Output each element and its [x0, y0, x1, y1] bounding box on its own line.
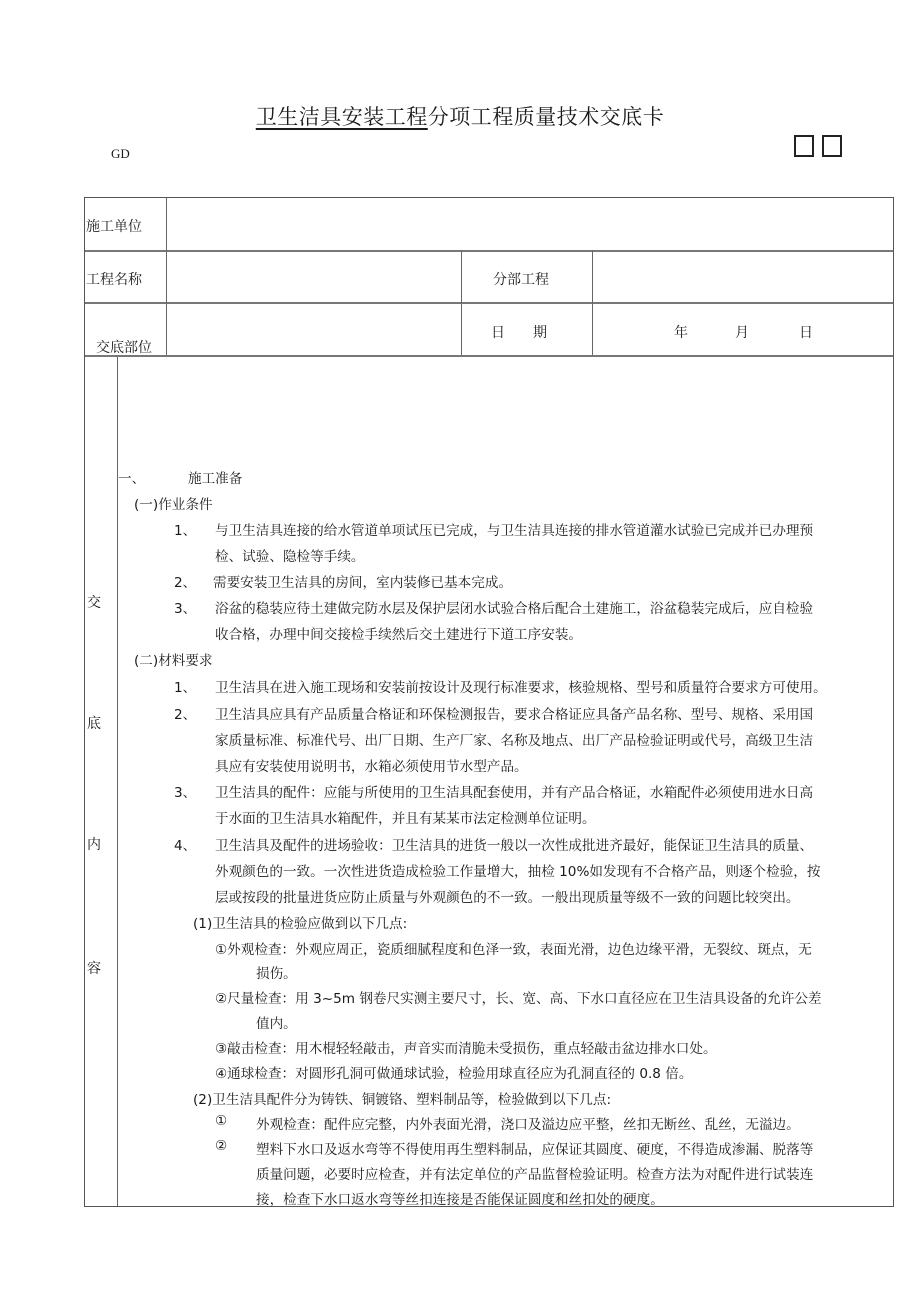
- checkbox-group: [794, 134, 850, 164]
- item-number: 3、: [174, 601, 197, 617]
- item-text: 检、试验、隐检等手续。: [215, 549, 365, 565]
- item-number: 1、: [174, 680, 197, 696]
- item-text: 浴盆的稳装应待土建做完防水层及保护层闭水试验合格后配合土建施工，浴盆稳装完成后，应自检验: [215, 601, 814, 617]
- point-text: 接，检查下水口返水弯等丝扣连接是否能保证圆度和丝扣处的硬度。: [256, 1192, 664, 1208]
- point-title: (2)卫生洁具配件分为铸铁、铜镀铬、塑料制品等，检验做到以下几点:: [193, 1092, 612, 1108]
- side-label-char: 内: [87, 837, 101, 853]
- item-text: 卫生洁具的配件：应能与所使用的卫生洁具配套使用，并有产品合格证，水箱配件必须使用进水日高: [215, 785, 814, 801]
- item-number: 2、: [174, 707, 197, 723]
- label-construction-unit: 施工单位: [86, 219, 142, 235]
- date-day[interactable]: 日: [799, 325, 813, 341]
- item-text: 卫生洁具在进入施工现场和安装前按设计及现行标准要求，核验规格、型号和质量符合要求方可使用。: [215, 680, 827, 696]
- col-divider: [461, 250, 462, 355]
- title-rest: 分项工程质量技术交底卡: [427, 105, 665, 129]
- side-label-char: 底: [87, 716, 101, 732]
- point-text: 损伤。: [256, 966, 297, 982]
- item-text: 具应有安装使用说明书，水箱必须使用节水型产品。: [215, 759, 528, 775]
- label-date: 日 期: [491, 325, 547, 341]
- project-name-field[interactable]: [167, 253, 459, 301]
- side-label-char: 交: [87, 595, 101, 611]
- title-underlined: 卫生洁具安装工程: [255, 105, 428, 129]
- point-number: ①: [215, 1113, 228, 1129]
- item-text: 收合格，办理中间交接检手续然后交土建进行下道工序安装。: [215, 627, 583, 643]
- section-title: 施工准备: [188, 471, 243, 487]
- point-text: 质量问题，必要时应检查，并有法定单位的产品监督检验证明。检查方法为对配件进行试装连: [256, 1167, 814, 1183]
- item-text: 层或按段的批量进货应防止质量与外观颜色的不一致。一般出现质量等级不一致的问题比较突出。: [215, 890, 800, 906]
- side-label-char: 容: [87, 961, 101, 977]
- point-text: ④通球检查：对圆形孔洞可做通球试验，检验用球直径应为孔洞直径的 0.8 倍。: [215, 1066, 693, 1082]
- checkbox-icon[interactable]: [794, 135, 814, 157]
- subsection-title: (二)材料要求: [134, 653, 213, 669]
- point-text: ②尺量检查：用 3~5m 钢卷尺实测主要尺寸，长、宽、高、下水口直径应在卫生洁具设备的允许公差: [215, 991, 822, 1007]
- item-text: 卫生洁具及配件的进场验收：卫生洁具的进货一般以一次性成批进齐最好，能保证卫生洁具的质量、: [215, 838, 814, 854]
- document-title: [0, 101, 920, 131]
- disclosure-table: [84, 197, 894, 1207]
- section-number: 一、: [118, 471, 146, 487]
- item-number: 4、: [174, 838, 197, 854]
- disclosure-content: [118, 357, 893, 1206]
- label-disclosure-location: 交底部位: [96, 340, 152, 356]
- point-text: 塑料下水口及返水弯等不得使用再生塑料制品，应保证其圆度、硬度，不得造成渗漏、脱落等: [256, 1142, 814, 1158]
- item-number: 3、: [174, 785, 197, 801]
- point-text: 值内。: [256, 1016, 297, 1032]
- item-text: 外观颜色的一致。一次性进货造成检验工作量增大，抽检 10%如发现有不合格产品，则逐个检验，按: [215, 864, 821, 880]
- col-divider: [592, 250, 593, 355]
- point-number: ②: [215, 1138, 228, 1154]
- row-divider: [85, 250, 893, 252]
- row-divider: [85, 302, 893, 304]
- item-number: 2、: [174, 575, 197, 591]
- construction-unit-field[interactable]: [167, 200, 892, 248]
- item-text: 与卫生洁具连接的给水管道单项试压已完成，与卫生洁具连接的排水管道灌水试验已完成并已办理预: [215, 523, 814, 539]
- disclosure-location-field[interactable]: [167, 305, 459, 353]
- point-text: 外观检查：配件应完整，内外表面光滑，浇口及溢边应平整，丝扣无断丝、乱丝，无溢边。: [256, 1117, 800, 1133]
- document-code: GD: [111, 146, 130, 161]
- item-text: 需要安装卫生洁具的房间，室内装修已基本完成。: [213, 575, 513, 591]
- subsection-title: (一)作业条件: [134, 497, 213, 513]
- date-month[interactable]: 月: [735, 325, 749, 341]
- item-text: 家质量标准、标准代号、出厂日期、生产厂家、名称及地点、出厂产品检验证明或代号，高级卫生洁: [215, 733, 814, 749]
- item-text: 于水面的卫生洁具水箱配件，并且有某某市法定检测单位证明。: [215, 811, 596, 827]
- date-year[interactable]: 年: [674, 325, 688, 341]
- sub-project-field[interactable]: [594, 253, 892, 301]
- label-sub-project: 分部工程: [493, 272, 549, 288]
- label-project-name: 工程名称: [86, 272, 142, 288]
- point-text: ①外观检查：外观应周正，瓷质细腻程度和色泽一致，表面光滑，边色边缘平滑，无裂纹、斑点，无: [215, 942, 812, 958]
- item-number: 1、: [174, 523, 197, 539]
- point-title: (1)卫生洁具的检验应做到以下几点:: [193, 916, 408, 932]
- point-text: ③敲击检查：用木棍轻轻敲击，声音实而清脆未受损伤，重点轻敲击盆边排水口处。: [215, 1041, 717, 1057]
- checkbox-icon[interactable]: [822, 135, 842, 157]
- item-text: 卫生洁具应具有产品质量合格证和环保检测报告，要求合格证应具备产品名称、型号、规格、采用国: [215, 707, 814, 723]
